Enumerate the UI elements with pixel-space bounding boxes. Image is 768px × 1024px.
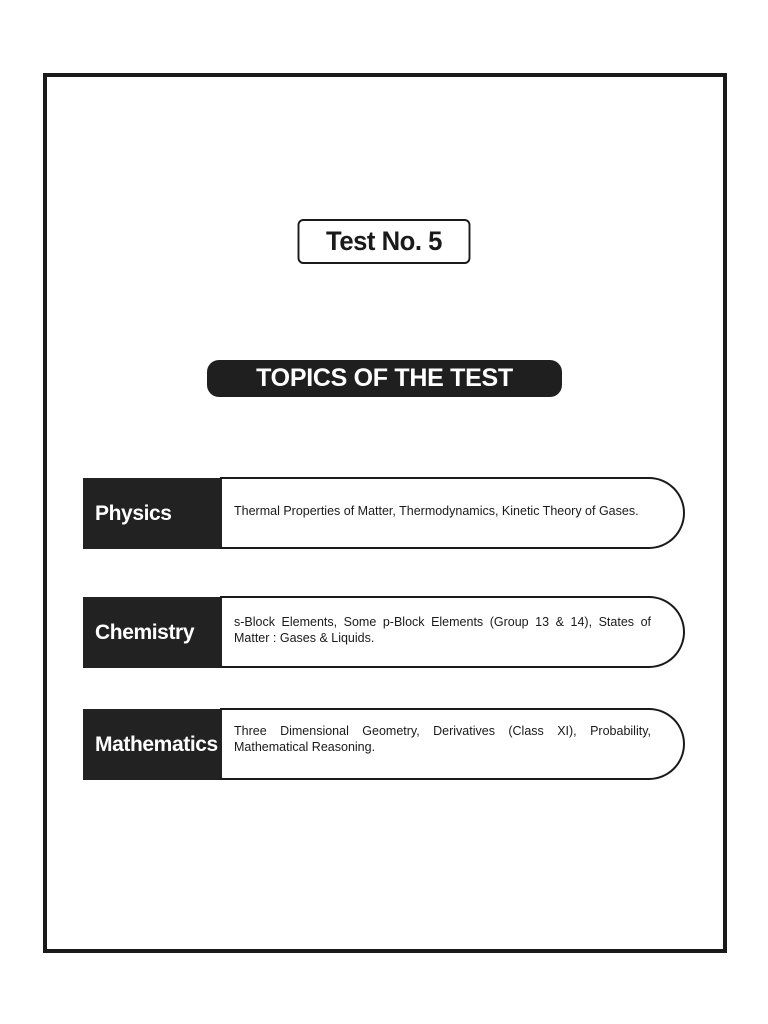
subject-row-mathematics bbox=[83, 708, 685, 780]
subject-label-chemistry bbox=[83, 597, 222, 668]
topics-heading bbox=[207, 360, 562, 397]
subject-topics-text: s-Block Elements, Some p-Block Elements (Group 13 & 14), States of Matter : Gases & Liquids. bbox=[234, 615, 651, 645]
subject-topics-mathematics bbox=[220, 708, 685, 780]
subject-topics-text: Three Dimensional Geometry, Derivatives (Class XI), Probability, Mathematical Reasoning. bbox=[234, 724, 651, 754]
subject-label-mathematics bbox=[83, 709, 222, 780]
test-number-text: Test No. 5 bbox=[326, 226, 442, 256]
subject-row-chemistry bbox=[83, 596, 685, 668]
subject-label-physics bbox=[83, 478, 222, 549]
subject-row-physics bbox=[83, 477, 685, 549]
subject-name: Chemistry bbox=[95, 620, 195, 644]
subject-topics-text: Thermal Properties of Matter, Thermodynamics, Kinetic Theory of Gases. bbox=[234, 503, 639, 518]
subject-name: Physics bbox=[95, 501, 172, 525]
test-number-box bbox=[298, 219, 471, 264]
topics-heading-text: TOPICS OF THE TEST bbox=[256, 364, 513, 392]
subject-topics-chemistry bbox=[220, 596, 685, 668]
subject-topics-physics bbox=[220, 477, 685, 549]
subject-name: Mathematics bbox=[95, 732, 218, 756]
